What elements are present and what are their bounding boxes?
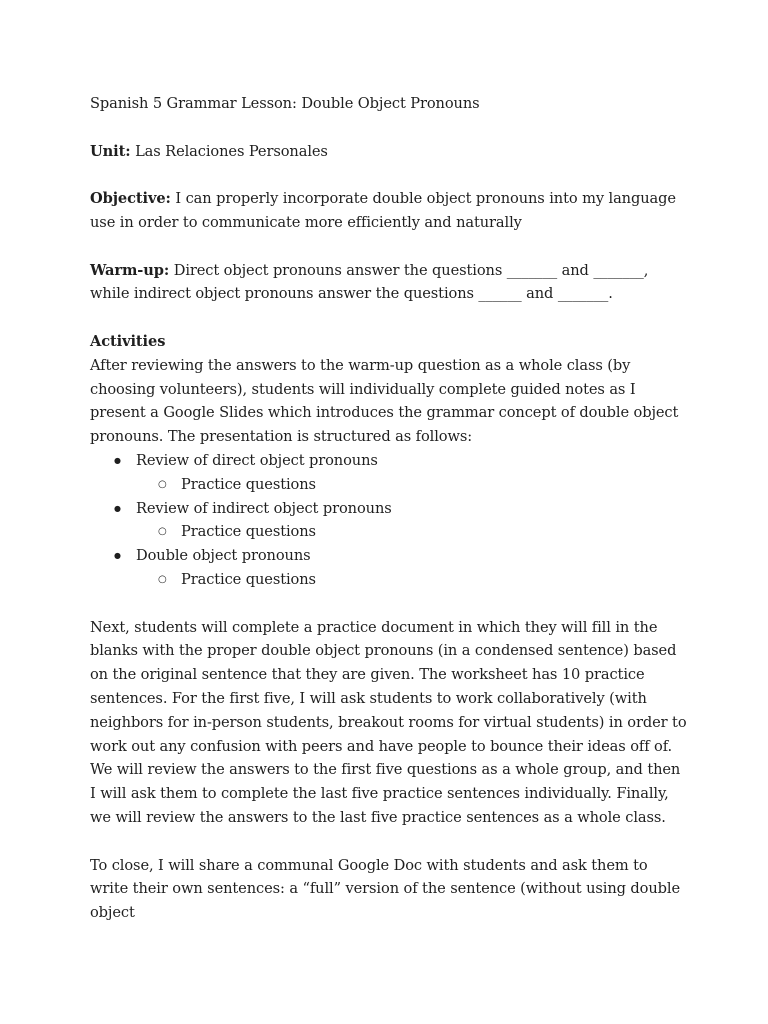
document-page	[90, 92, 690, 925]
presentation-outline	[90, 449, 690, 592]
outline-subitem: ○ Practice questions	[136, 568, 690, 592]
warmup-line	[90, 259, 690, 307]
outline-subitem: ○ Practice questions	[136, 520, 690, 544]
outline-item-label: Review of indirect object pronouns	[136, 499, 392, 517]
warmup-value: Direct object pronouns answer the questions _______ and _______, while indirect object pronouns answer the questions ______ and _______.	[90, 261, 649, 303]
outline-item-label: Review of direct object pronouns	[136, 451, 378, 469]
unit-line	[90, 140, 690, 164]
unit-label: Unit:	[90, 142, 131, 160]
objective-line	[90, 187, 690, 235]
outline-item-indirect	[90, 497, 690, 545]
warmup-label: Warm-up:	[90, 261, 170, 279]
activities-intro: After reviewing the answers to the warm-up question as a whole class (by choosing volunteers), students will individually complete guided notes as I present a Google Slides which introduces the grammar concept of double object pronouns. The presentation is structured as follows:	[90, 356, 679, 446]
closing-paragraph: To close, I will share a communal Google Doc with students and ask them to write their own sentences: a “full” version of the sentence (without using double object	[90, 856, 680, 922]
outline-item-double	[90, 544, 690, 592]
practice-paragraph: Next, students will complete a practice document in which they will fill in the blanks with the proper double object pronouns (in a condensed sentence) based on the original sentence that they are given. The worksheet has 10 practice sentences. For the first five, I will ask students to work collaboratively (with neighbors for in-person students, breakout rooms for virtual students) in order to work out any confusion with peers and have people to bounce their ideas off of. We will review the answers to the first five questions as a whole group, and then I will ask them to complete the last five practice sentences individually. Finally, we will review the answers to the last five practice sentences as a whole class.	[90, 618, 687, 826]
outline-subitem: ○ Practice questions	[136, 473, 690, 497]
objective-value: I can properly incorporate double object pronouns into my language use in order to communicate more efficiently and naturally	[90, 190, 676, 231]
activities-heading: Activities	[90, 332, 166, 350]
outline-item-direct	[90, 449, 690, 497]
document-title: Spanish 5 Grammar Lesson: Double Object Pronouns	[90, 95, 480, 112]
objective-label: Objective:	[90, 190, 171, 208]
unit-value: Las Relaciones Personales	[135, 142, 328, 160]
outline-item-label: Double object pronouns	[136, 547, 311, 565]
